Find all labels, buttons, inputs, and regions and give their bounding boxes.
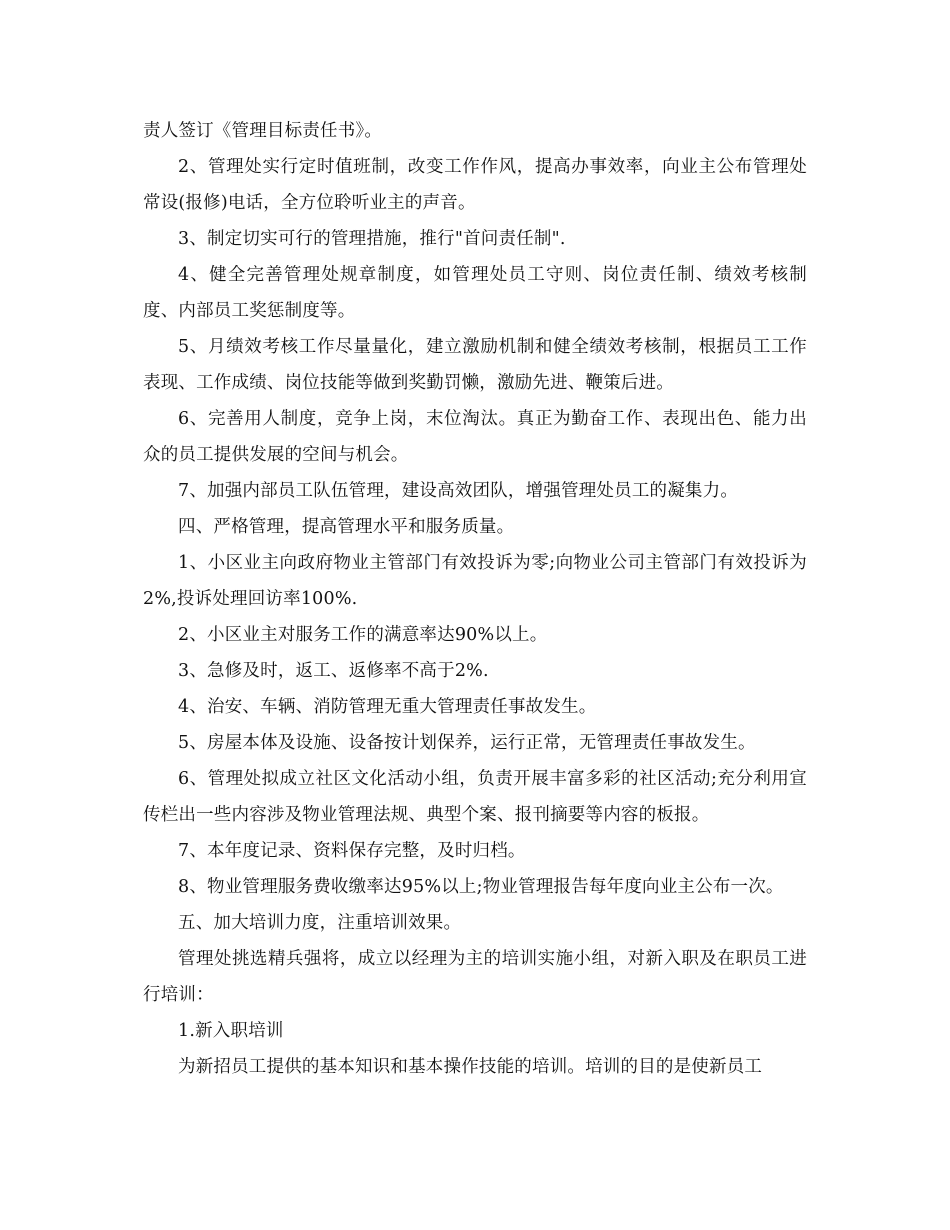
paragraph-10: 3、急修及时，返工、返修率不高于2%. bbox=[178, 661, 489, 681]
paragraph-15: 8、物业管理服务费收缴率达95%以上;物业管理报告每年度向业主公布一次。 bbox=[178, 877, 784, 897]
paragraph-19: 为新招员工提供的基本知识和基本操作技能的培训。培训的目的是使新员工 bbox=[178, 1057, 763, 1077]
paragraph-8: 1、小区业主向政府物业主管部门有效投诉为零;向物业公司主管部门有效投诉为2%,投诉处理回访率100%. bbox=[143, 553, 807, 609]
paragraph-6: 7、加强内部员工队伍管理，建设高效团队，增强管理处员工的凝集力。 bbox=[178, 481, 739, 501]
paragraph-0: 责人签订《管理目标责任书》。 bbox=[143, 121, 383, 141]
paragraph-14: 7、本年度记录、资料保存完整，及时归档。 bbox=[178, 841, 526, 861]
paragraph-13: 6、管理处拟成立社区文化活动小组，负责开展丰富多彩的社区活动;充分利用宣传栏出一些内容涉及物业管理法规、典型个案、报刊摘要等内容的板报。 bbox=[143, 769, 807, 825]
paragraph-11: 4、治安、车辆、消防管理无重大管理责任事故发生。 bbox=[178, 697, 597, 717]
paragraph-12: 5、房屋本体及设施、设备按计划保养，运行正常，无管理责任事故发生。 bbox=[178, 733, 756, 753]
paragraph-17: 管理处挑选精兵强将，成立以经理为主的培训实施小组，对新入职及在职员工进行培训： bbox=[143, 949, 807, 1005]
paragraph-5: 6、完善用人制度，竞争上岗，末位淘汰。真正为勤奋工作、表现出色、能力出众的员工提供发展的空间与机会。 bbox=[143, 409, 807, 465]
paragraph-2: 3、制定切实可行的管理措施，推行"首问责任制". bbox=[178, 229, 566, 249]
paragraph-3: 4、健全完善管理处规章制度，如管理处员工守则、岗位责任制、绩效考核制度、内部员工奖惩制度等。 bbox=[143, 265, 807, 321]
paragraph-9: 2、小区业主对服务工作的满意率达90%以上。 bbox=[178, 625, 548, 645]
document-body bbox=[143, 113, 807, 1085]
section-heading-five: 五、加大培训力度，注重培训效果。 bbox=[178, 913, 462, 933]
paragraph-4: 5、月绩效考核工作尽量量化，建立激励机制和健全绩效考核制，根据员工工作表现、工作成绩、岗位技能等做到奖勤罚懒，激励先进、鞭策后进。 bbox=[143, 337, 807, 393]
section-heading-four: 四、严格管理，提高管理水平和服务质量。 bbox=[178, 517, 515, 537]
subheading-new-hire-training: 1.新入职培训 bbox=[178, 1021, 284, 1041]
paragraph-1: 2、管理处实行定时值班制，改变工作作风，提高办事效率，向业主公布管理处常设(报修)电话，全方位聆听业主的声音。 bbox=[143, 157, 807, 213]
